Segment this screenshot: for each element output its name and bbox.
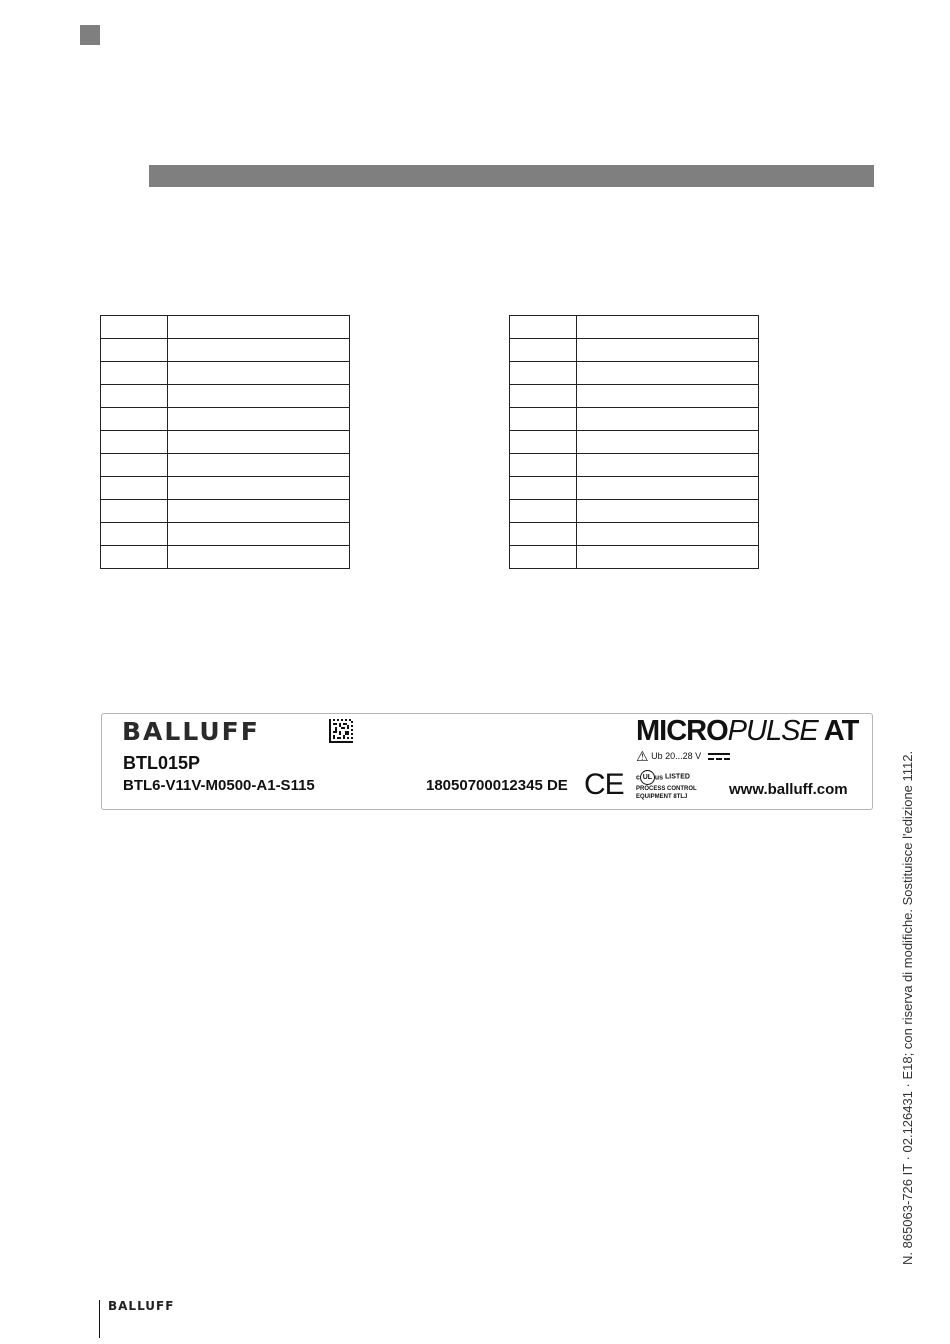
micropulse-logo-suffix: AT — [823, 715, 859, 747]
table-cell — [101, 546, 168, 569]
table-cell — [168, 477, 350, 500]
table-cell — [101, 339, 168, 362]
micropulse-logo — [636, 715, 858, 748]
table-cell — [510, 454, 577, 477]
serial-number: 18050700012345 DE — [426, 777, 568, 794]
website-url: www.balluff.com — [729, 781, 848, 798]
table-row — [510, 500, 759, 523]
table-cell — [168, 316, 350, 339]
table-cell — [577, 316, 759, 339]
table-cell — [510, 477, 577, 500]
ul-listing — [636, 770, 697, 801]
micropulse-logo-italic: PULSE — [727, 715, 818, 747]
ul-us: us — [654, 774, 664, 782]
table-row — [510, 385, 759, 408]
table-cell — [577, 385, 759, 408]
table-right — [509, 315, 759, 569]
type-label-image — [101, 713, 873, 810]
table-cell — [577, 454, 759, 477]
table-cell — [168, 454, 350, 477]
order-code: BTL6-V11V-M0500-A1-S115 — [123, 777, 315, 794]
table-row — [510, 339, 759, 362]
table-cell — [577, 523, 759, 546]
table-row — [510, 454, 759, 477]
ul-c: c — [636, 774, 640, 782]
table-cell — [510, 523, 577, 546]
warning-icon: ⚠ — [636, 748, 649, 764]
document-side-note: N. 865063-726 IT · 02.126431 · E18; con riserva di modifiche. Sostituisce l'edizione 1112. — [900, 750, 915, 1265]
datamatrix-code-icon — [329, 719, 353, 743]
table-row — [101, 362, 350, 385]
table-cell — [168, 362, 350, 385]
table-cell — [510, 431, 577, 454]
table-cell — [168, 523, 350, 546]
table-cell — [510, 339, 577, 362]
table-row — [510, 408, 759, 431]
table-cell — [577, 477, 759, 500]
table-cell — [101, 477, 168, 500]
table-row — [101, 523, 350, 546]
section-header-bar — [149, 165, 874, 187]
table-cell — [577, 362, 759, 385]
balluff-logo: BALLUFF — [122, 717, 260, 746]
table-row — [510, 431, 759, 454]
table-cell — [168, 385, 350, 408]
section-marker-square — [80, 25, 100, 45]
table-left — [100, 315, 350, 569]
table-cell — [510, 362, 577, 385]
table-cell — [510, 385, 577, 408]
model-name: BTL015P — [123, 753, 201, 773]
table-row — [510, 362, 759, 385]
ce-mark: CE — [584, 768, 624, 801]
table-cell — [168, 546, 350, 569]
table-cell — [101, 385, 168, 408]
table-cell — [577, 408, 759, 431]
table-row — [101, 431, 350, 454]
table-cell — [577, 339, 759, 362]
table-cell — [577, 431, 759, 454]
table-cell — [577, 500, 759, 523]
ul-mark-icon — [636, 770, 663, 785]
table-cell — [101, 362, 168, 385]
table-cell — [168, 431, 350, 454]
table-cell — [101, 316, 168, 339]
ul-listed-text: LISTED — [665, 773, 690, 781]
footer-balluff-logo: BALLUFF — [108, 1299, 175, 1313]
table-row — [101, 546, 350, 569]
table-row — [101, 385, 350, 408]
table-cell — [510, 408, 577, 431]
table-row — [510, 316, 759, 339]
table-cell — [510, 500, 577, 523]
footer-rule — [99, 1300, 100, 1338]
table-row — [101, 500, 350, 523]
supply-voltage: Ub 20...28 V — [651, 751, 702, 761]
table-row — [510, 523, 759, 546]
table-cell — [168, 408, 350, 431]
micropulse-logo-bold: MICRO — [636, 715, 728, 747]
table-cell — [577, 546, 759, 569]
table-row — [510, 546, 759, 569]
table-row — [510, 477, 759, 500]
table-cell — [168, 500, 350, 523]
table-row — [101, 477, 350, 500]
table-cell — [101, 408, 168, 431]
table-cell — [101, 454, 168, 477]
table-row — [101, 454, 350, 477]
table-row — [101, 316, 350, 339]
table-cell — [510, 316, 577, 339]
dc-symbol-icon — [708, 753, 730, 761]
table-row — [101, 408, 350, 431]
table-cell — [168, 339, 350, 362]
ul-circle: UL — [640, 770, 655, 785]
ul-cert-text: PROCESS CONTROL — [636, 786, 697, 792]
table-cell — [101, 500, 168, 523]
table-row — [101, 339, 350, 362]
table-cell — [101, 523, 168, 546]
ul-cert-text-2: EQUIPMENT 8TLJ — [636, 794, 688, 800]
supply-voltage-line — [636, 748, 730, 765]
table-cell — [510, 546, 577, 569]
table-cell — [101, 431, 168, 454]
